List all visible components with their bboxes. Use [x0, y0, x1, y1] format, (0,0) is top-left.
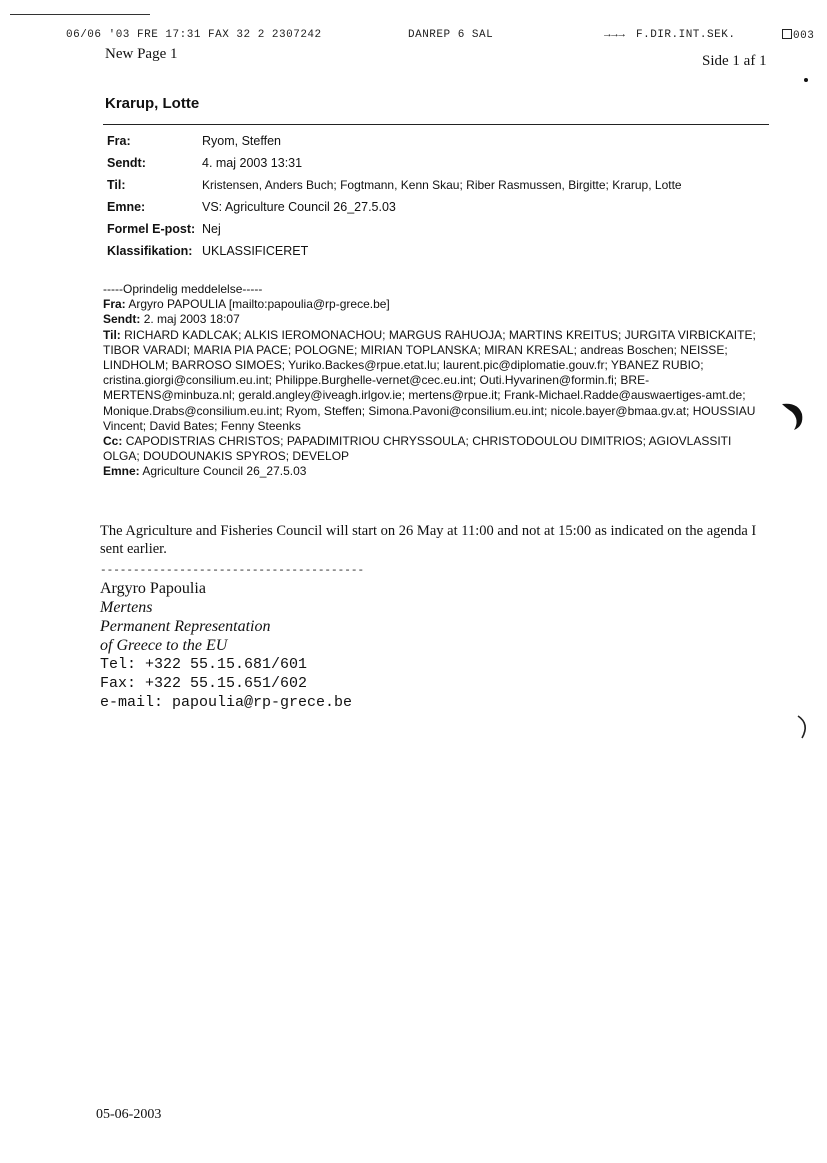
original-sent-label: Sendt: [103, 312, 141, 327]
original-sent [103, 312, 765, 327]
signature-name: Argyro Papoulia [100, 580, 206, 597]
original-message-separator: -----Oprindelig meddelelse----- [103, 282, 263, 296]
fax-arrow: →→→ [604, 29, 626, 41]
signature-role: Mertens [100, 599, 153, 616]
page-title: New Page 1 [105, 46, 178, 62]
field-label: Sendt: [107, 156, 146, 170]
signature-org-line2: of Greece to the EU [100, 637, 228, 654]
message-body: The Agriculture and Fisheries Council will start on 26 May at 11:00 and not at 15:00 as indicated on the agenda I sent earlier. [100, 523, 757, 557]
original-cc-label: Cc: [103, 434, 123, 449]
field-label: Klassifikation: [107, 244, 193, 258]
signature-tel: Tel: +322 55.15.681/601 [100, 656, 308, 673]
signature-divider: ---------------------------------------- [100, 565, 365, 577]
field-value: UKLASSIFICERET [202, 244, 309, 258]
field-label: Til: [107, 178, 126, 192]
original-message [103, 282, 765, 480]
fax-destination: F.DIR.INT.SEK. [636, 29, 736, 41]
field-label: Formel E-post: [107, 222, 196, 236]
original-subject [103, 464, 765, 479]
fax-top-rule [10, 14, 150, 15]
heading-divider [103, 124, 769, 125]
field-value: Nej [202, 222, 221, 236]
original-subject-label: Emne: [103, 464, 140, 479]
field-label: Fra: [107, 134, 131, 148]
field-value: 4. maj 2003 13:31 [202, 156, 303, 170]
original-to-value: RICHARD KADLCAK; ALKIS IEROMONACHOU; MARGUS RAHUOJA; MARTINS KREITUS; JURGITA VIRBICKAITE; TIBOR VARADI; MARIA PIA PACE; POLOGNE; MIRIAN TOPLANSKA; MIRAN KRESAL; andreas Boschen; NEISSE; LINDHOLM; BARROSO SIMOES; Yuriko.Backes@rpue.etat.lu; laurent.pic@diplomatie.gouv.fr; YBANEZ RUBIO; cristina.giorgi@consilium.eu.int; Philippe.Burghelle-vernet@cec.eu.int; Outi.Hyvarinen@formin.fi; BRE-MERTENS@minbuza.nl; gerald.angley@iveagh.irlgov.ie; mertens@rpue.it; Frank-Michael.Radde@auswaertiges-amt.de; Monique.Drabs@consilium.eu.int; Ryom, Steffen; Simona.Pavoni@consilium.eu.int; nicole.bayer@bmaa.gv.at; HOUSSIAU Vincent; David Bates; Fenny Steenks [103, 327, 756, 433]
field-value: Kristensen, Anders Buch; Fogtmann, Kenn Skau; Riber Rasmussen, Birgitte; Krarup, Lotte [202, 178, 682, 192]
original-from [103, 297, 765, 312]
signature-block [100, 579, 352, 712]
original-cc [103, 434, 765, 464]
original-to-label: Til: [103, 327, 121, 342]
page-counter: Side 1 af 1 [702, 53, 767, 69]
footer-date: 05-06-2003 [96, 1107, 162, 1122]
signature-fax: Fax: +322 55.15.651/602 [100, 675, 308, 692]
punch-hole-mark [790, 712, 814, 742]
original-sent-value: 2. maj 2003 18:07 [143, 312, 240, 327]
original-from-label: Fra: [103, 297, 126, 312]
fax-sender: DANREP 6 SAL [408, 29, 494, 41]
fax-date-time: 06/06 '03 FRE 17:31 FAX 32 2 2307242 [66, 29, 322, 41]
original-to [103, 328, 765, 434]
recipient-heading: Krarup, Lotte [105, 95, 200, 112]
fax-page-number: 003 [782, 29, 814, 42]
field-value: VS: Agriculture Council 26_27.5.03 [202, 200, 396, 214]
original-subject-value: Agriculture Council 26_27.5.03 [142, 464, 307, 479]
field-value: Ryom, Steffen [202, 134, 281, 148]
signature-email[interactable]: e-mail: papoulia@rp-grece.be [100, 694, 353, 711]
page-box-icon [782, 29, 792, 39]
punch-hole-mark [776, 398, 806, 434]
edge-mark [800, 40, 812, 90]
original-from-value: Argyro PAPOULIA [mailto:papoulia@rp-grece.be] [128, 297, 390, 312]
field-label: Emne: [107, 200, 146, 214]
original-cc-value: CAPODISTRIAS CHRISTOS; PAPADIMITRIOU CHRYSSOULA; CHRISTODOULOU DIMITRIOS; AGIOVLASSITI OLGA; DOUDOUNAKIS SPYROS; DEVELOP [103, 434, 732, 464]
signature-org-line1: Permanent Representation [100, 618, 271, 635]
